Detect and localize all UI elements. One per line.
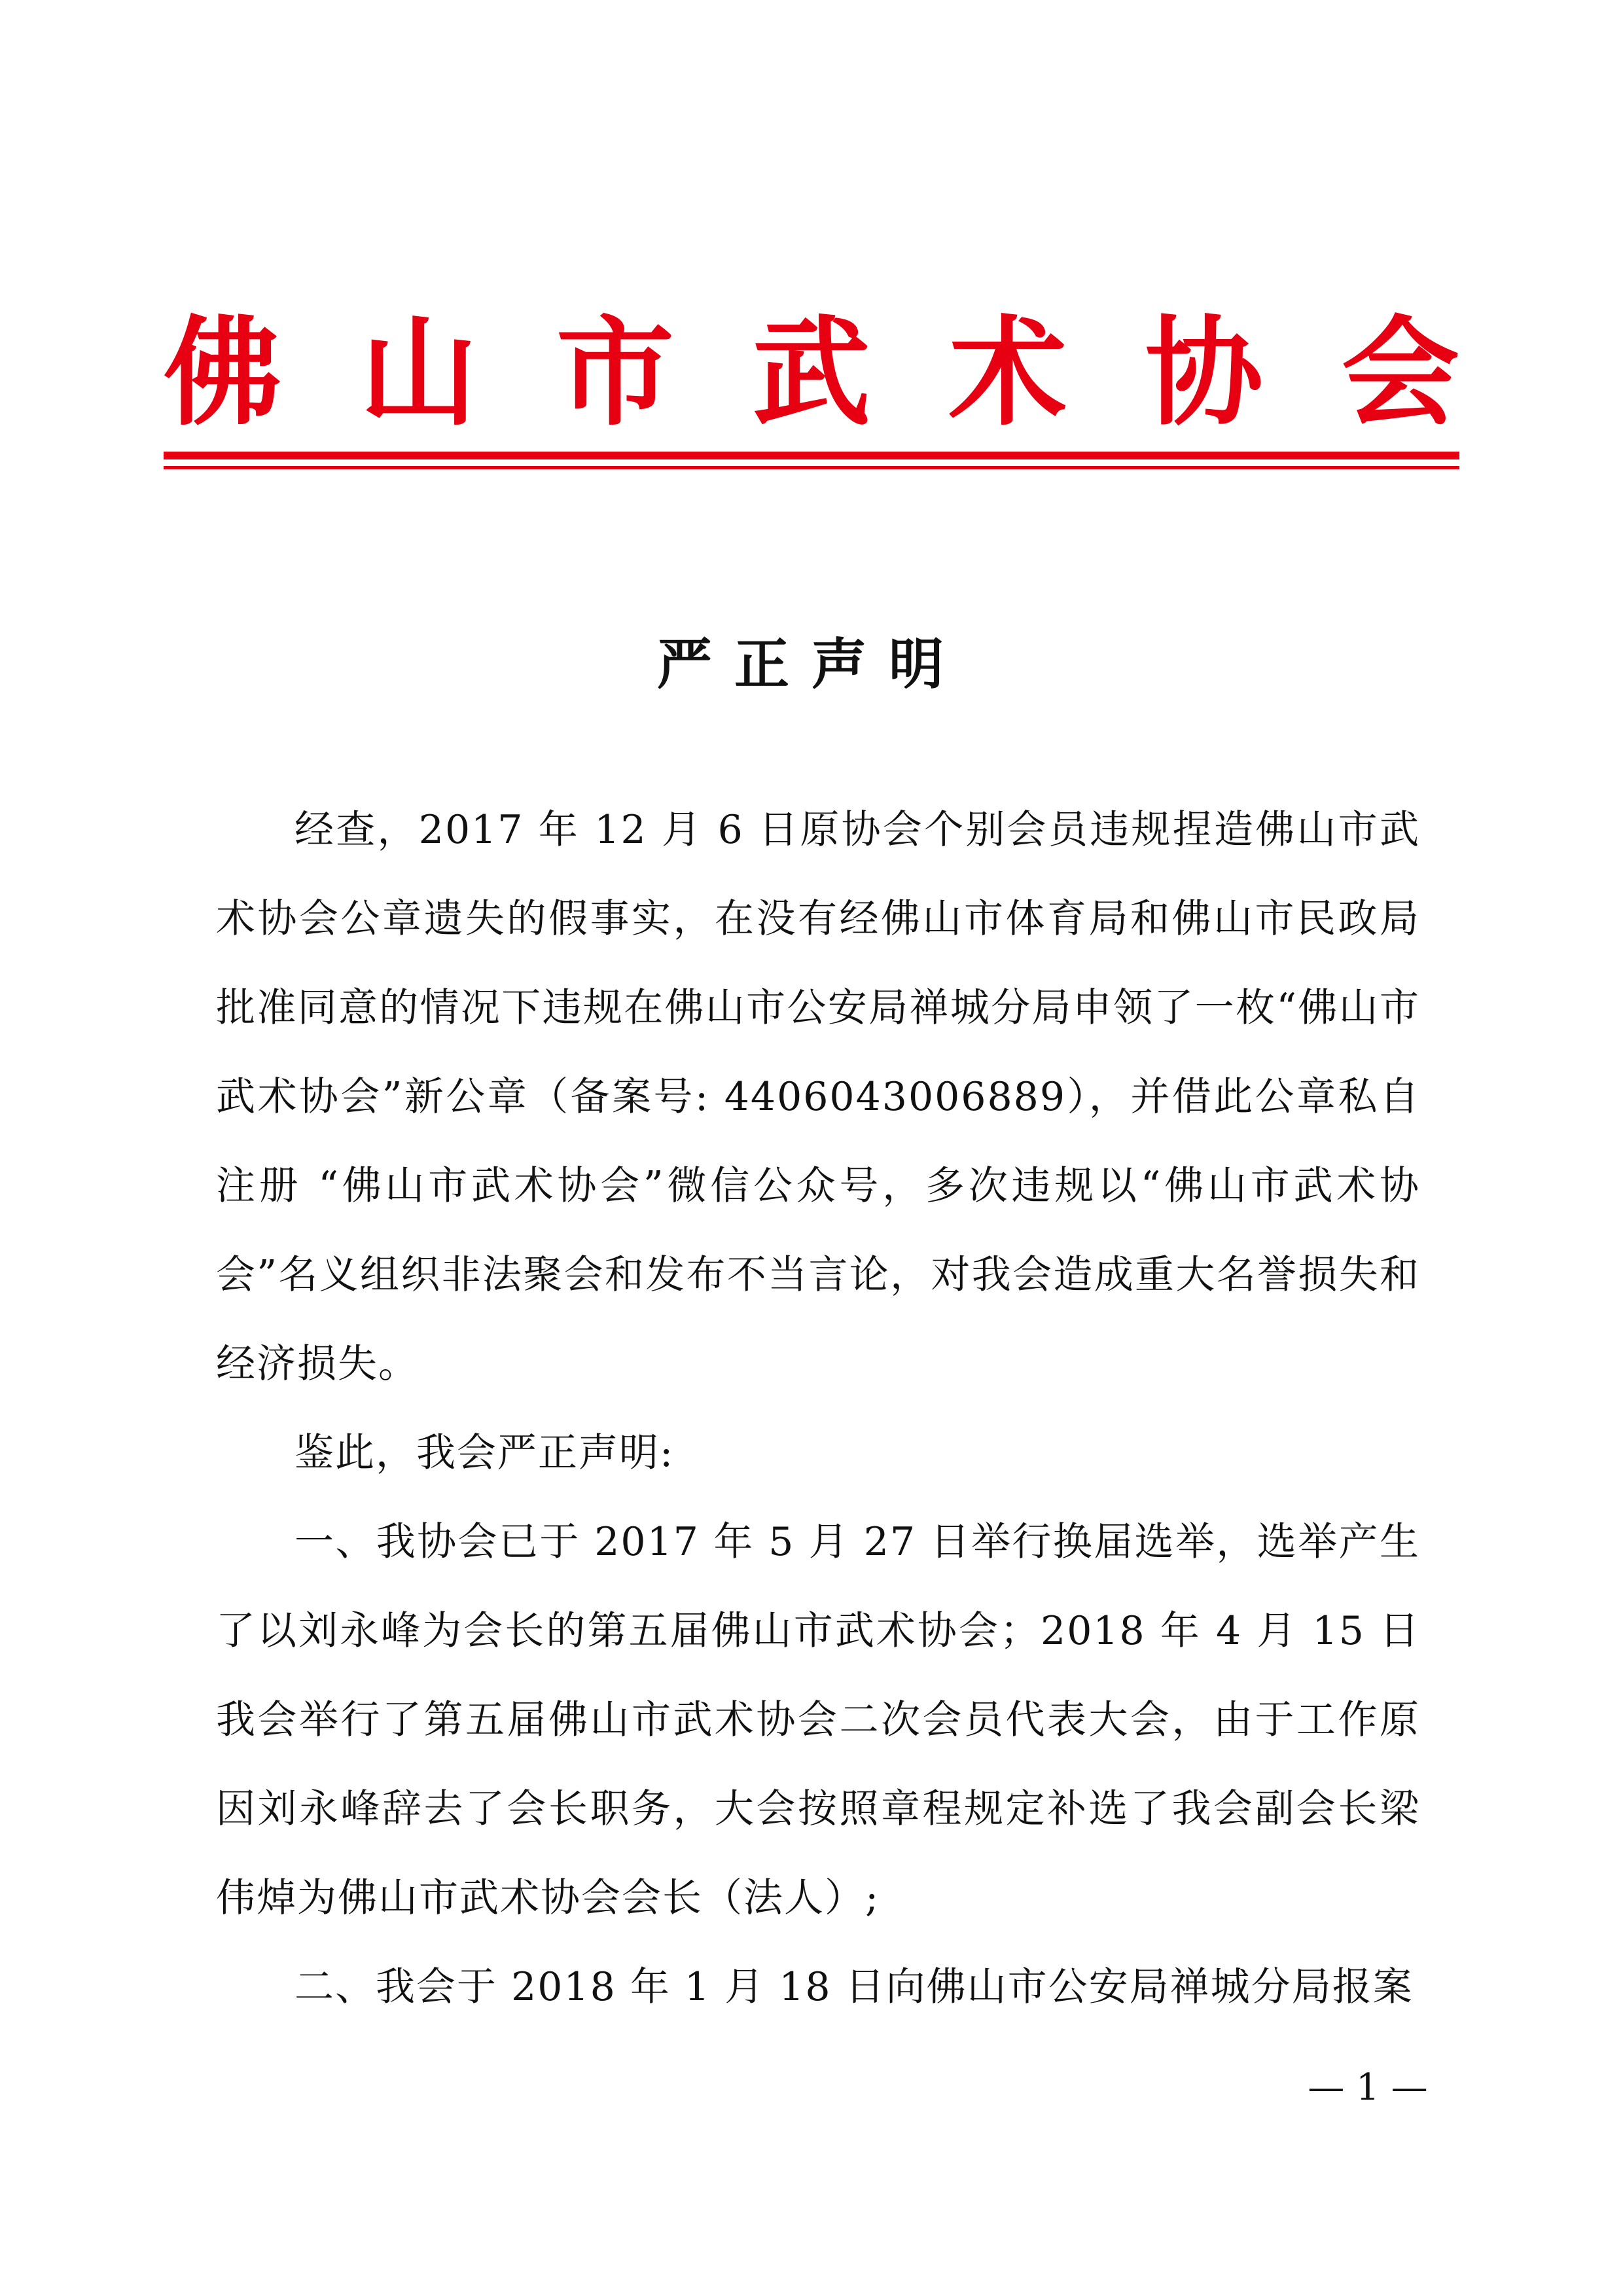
document-title: 严正声明 <box>656 632 966 696</box>
paragraph-declaration-intro: 鉴此，我会严正声明: <box>294 1430 675 1476</box>
masthead-char: 市 <box>556 304 674 442</box>
masthead-char: 佛 <box>164 304 282 442</box>
masthead-char: 武 <box>752 304 870 442</box>
masthead-divider-thick <box>164 452 1459 459</box>
page-number: — 1 — <box>1308 2066 1428 2109</box>
masthead-divider-thin <box>164 466 1459 469</box>
masthead-char: 山 <box>359 304 478 442</box>
document-body <box>216 785 1420 2032</box>
paragraph-point-two: 二、我会于 2018 年 1 月 18 日向佛山市公安局禅城分局报案 <box>294 1964 1414 2010</box>
masthead <box>164 304 1459 442</box>
paragraph-point-one: 一、我协会已于 2017 年 5 月 27 日举行换届选举，选举产生了以刘永峰为会长的第五届佛山市武术协会；2018 年 4 月 15 日我会举行了第五届佛山市武术协会二次会员代表大会，由于工作原因刘永峰辞去了会长职务，大会按照章程规定补选了我会副会长梁伟焯为佛山市武术协会会长（法人）; <box>216 1519 1420 1921</box>
masthead-char: 会 <box>1341 304 1459 442</box>
masthead-char: 术 <box>948 304 1067 442</box>
paragraph-findings: 经查，2017 年 12 月 6 日原协会个别会员违规捏造佛山市武术协会公章遗失的假事实，在没有经佛山市体育局和佛山市民政局批准同意的情况下违规在佛山市公安局禅城分局申领了一枚“佛山市武术协会”新公章（备案号: 4406043006889），并借此公章私自注册 “佛山市武术协会”微信公众号，多次违规以“佛山市武术协会”名义组织非法聚会和发布不当言论，对我会造成重大名誉损失和经济损失。 <box>216 807 1420 1387</box>
masthead-char: 协 <box>1145 304 1263 442</box>
